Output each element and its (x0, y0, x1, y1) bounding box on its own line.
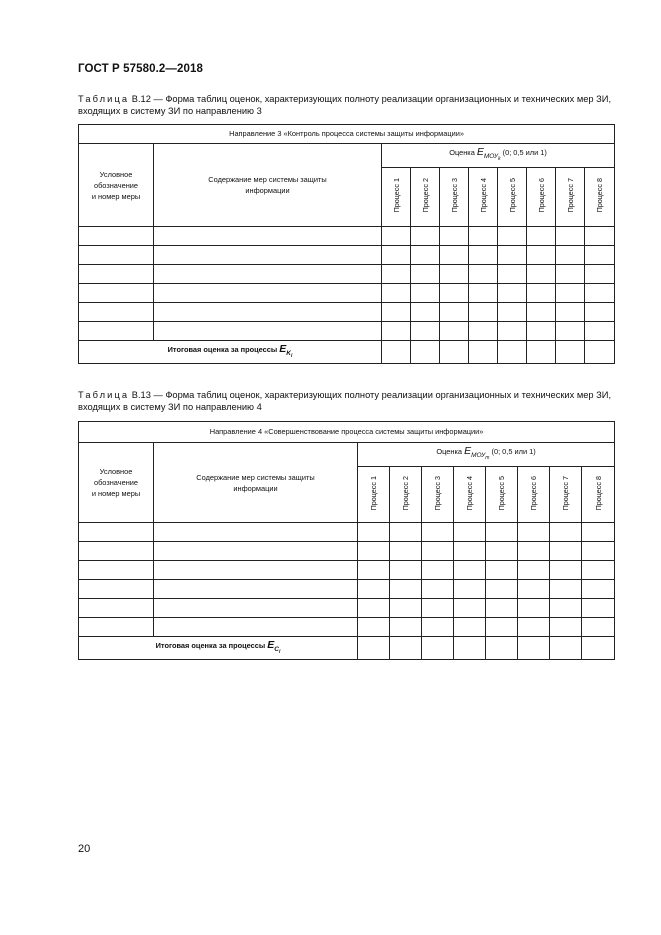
col-header-content: Содержание мер системы защиты информации (154, 443, 358, 523)
process-col-3: Процесс 3 (440, 168, 469, 227)
total-row (79, 637, 615, 660)
direction-header: Направление 3 «Контроль процесса системы защиты информации» (79, 125, 615, 144)
process-col-3: Процесс 3 (422, 467, 454, 523)
process-col-8: Процесс 8 (585, 168, 615, 227)
process-col-7: Процесс 7 (556, 168, 585, 227)
process-col-7: Процесс 7 (550, 467, 582, 523)
caption-word: Таблица (78, 94, 130, 104)
table-row (79, 265, 615, 284)
process-col-6: Процесс 6 (527, 168, 556, 227)
page-number: 20 (78, 843, 91, 855)
table-caption-b12 (78, 94, 618, 117)
col-header-id: Условное обозначение и номер меры (79, 443, 154, 523)
total-label: Итоговая оценка за процессы $EC_i$ (79, 637, 358, 660)
table-row (79, 542, 615, 561)
col-header-content: Содержание мер системы защиты информации (154, 144, 382, 227)
process-col-8: Процесс 8 (582, 467, 615, 523)
process-col-4: Процесс 4 (469, 168, 498, 227)
caption-text: В.12 — Форма таблиц оценок, характеризующих полноту реализации организационных и технических мер ЗИ, входящих в систему ЗИ по направлению 3 (78, 94, 612, 116)
table-row (79, 303, 615, 322)
process-col-4: Процесс 4 (454, 467, 486, 523)
eval-header: Оценка $EМОУ_k$ (0; 0,5 или 1) (382, 144, 615, 168)
process-col-5: Процесс 5 (486, 467, 518, 523)
table-row (79, 227, 615, 246)
col-header-id: Условное обозначение и номер меры (79, 144, 154, 227)
table-row (79, 246, 615, 265)
process-col-6: Процесс 6 (518, 467, 550, 523)
process-col-5: Процесс 5 (498, 168, 527, 227)
table-b12 (78, 124, 615, 364)
table-row (79, 322, 615, 341)
table-b13 (78, 421, 615, 660)
total-row (79, 341, 615, 364)
table-row (79, 580, 615, 599)
table-row (79, 618, 615, 637)
table-row (79, 523, 615, 542)
process-col-2: Процесс 2 (411, 168, 440, 227)
document-code: ГОСТ Р 57580.2—2018 (78, 63, 203, 75)
table-row (79, 561, 615, 580)
process-col-1: Процесс 1 (358, 467, 390, 523)
caption-word: Таблица (78, 390, 130, 400)
caption-text: В.13 — Форма таблиц оценок, характеризующих полноту реализации организационных и технических мер ЗИ, входящих в систему ЗИ по направлению 4 (78, 390, 612, 412)
eval-header: Оценка $EМОУ_m$ (0; 0,5 или 1) (358, 443, 615, 467)
direction-header: Направление 4 «Совершенствование процесса системы защиты информации» (79, 422, 615, 443)
process-col-1: Процесс 1 (382, 168, 411, 227)
table-row (79, 599, 615, 618)
table-caption-b13 (78, 390, 618, 413)
total-label: Итоговая оценка за процессы $EK_i$ (79, 341, 382, 364)
table-row (79, 284, 615, 303)
process-col-2: Процесс 2 (390, 467, 422, 523)
